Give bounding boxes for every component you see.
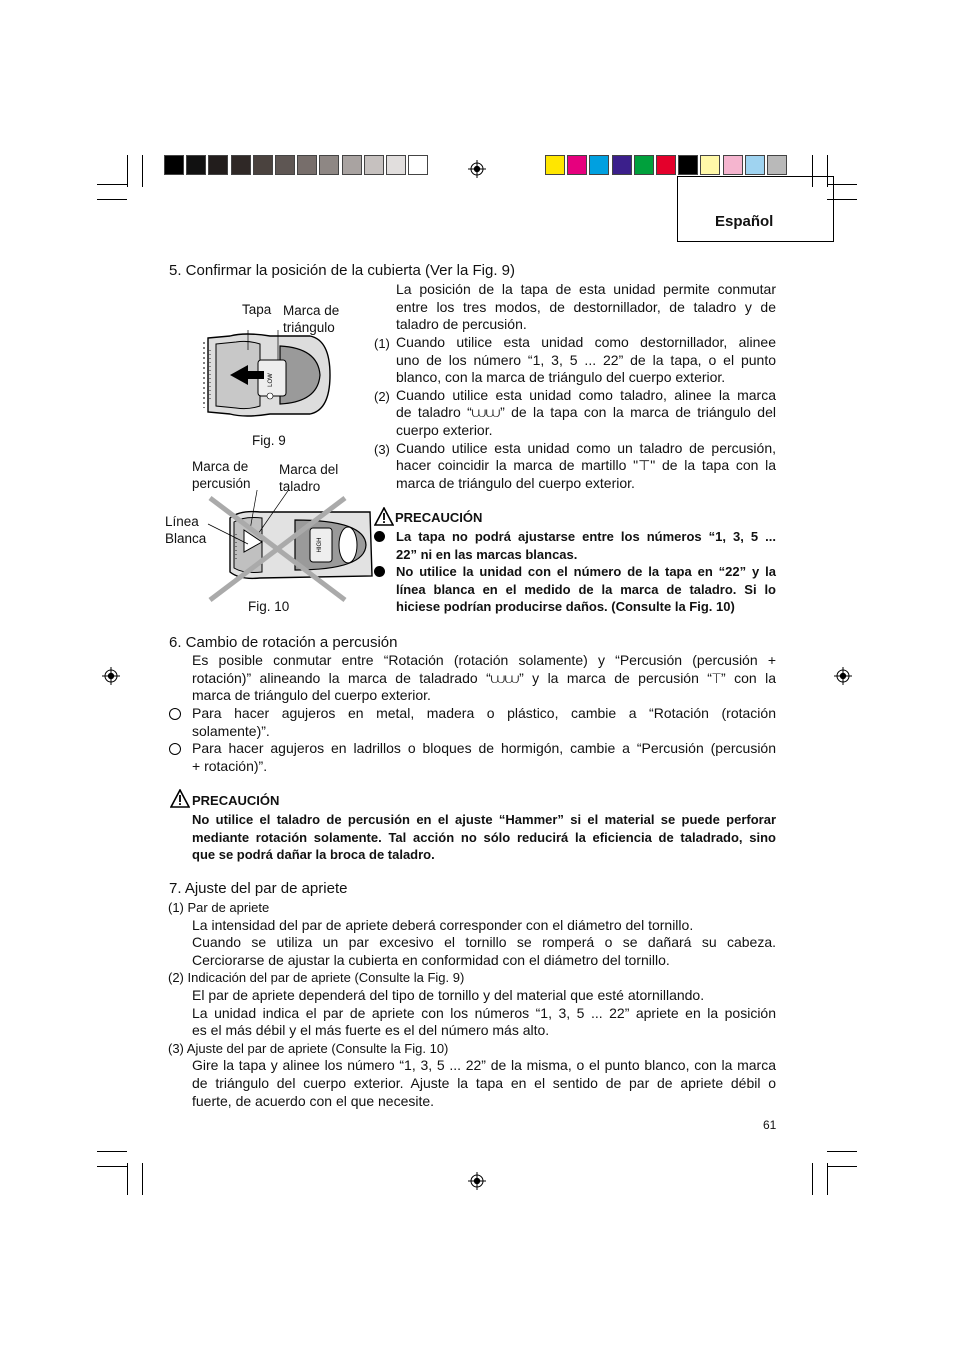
text-line: uno de los número “1, 3, 5 ... 22” de la tapa, o el punto bbox=[396, 351, 776, 368]
list-item bbox=[168, 899, 776, 969]
section-5-heading: 5. Confirmar la posición de la cubierta (Ver la Fig. 9) bbox=[169, 262, 515, 279]
registration-mark-icon bbox=[468, 160, 486, 178]
text-line: que se podrá dañar la broca de taladro. bbox=[192, 847, 435, 863]
fig10-label-percussion bbox=[192, 458, 251, 492]
color-swatch bbox=[164, 155, 184, 175]
text-line: rotación)” alineando la marca de taladrado “⩊⩊” y la marca de percusión “⊤” con la bbox=[192, 669, 776, 686]
registration-mark-icon bbox=[102, 667, 120, 685]
language-label: Español bbox=[715, 213, 774, 230]
text-line: solamente)”. bbox=[192, 722, 270, 739]
text-line: entre los tres modos, de destornillador, de taladro y de bbox=[396, 298, 776, 315]
color-swatch bbox=[700, 155, 720, 175]
text-line: Cuando utilice esta unidad como taladro, alinee la marca bbox=[396, 386, 776, 403]
color-swatch bbox=[319, 155, 339, 175]
item-number: (1) bbox=[374, 336, 390, 351]
item-number: (3) bbox=[374, 441, 390, 457]
text-line: Cerciorarse de ajustar la cubierta en conformidad con el diámetro del tornillo. bbox=[192, 951, 670, 968]
color-swatch bbox=[767, 155, 787, 175]
section-5-list bbox=[374, 334, 776, 492]
text-line: fuerte, de acuerdo con el que necesite. bbox=[192, 1092, 435, 1109]
page-number: 61 bbox=[763, 1118, 777, 1132]
fig9-caption: Fig. 9 bbox=[252, 433, 286, 448]
text-line: No utilice el taladro de percusión en el ajuste “Hammer” si el material se puede perforar bbox=[192, 812, 776, 827]
section-7-heading: 7. Ajuste del par de apriete bbox=[169, 880, 348, 897]
text-line: de taladro “⩊⩊” de la tapa con la marca de triángulo del bbox=[396, 404, 776, 421]
item-number: (1) bbox=[168, 900, 184, 915]
circle-bullet-icon bbox=[169, 708, 181, 720]
text-line: es el más débil y el más fuerte es el del número más alto. bbox=[192, 1022, 550, 1039]
color-swatch bbox=[253, 155, 273, 175]
color-swatch bbox=[589, 155, 609, 175]
fig10-drill-illustration bbox=[200, 490, 380, 605]
text-line: Para hacer agujeros en ladrillos o bloques de hormigón, cambie a “Percusión (percusión bbox=[192, 740, 776, 757]
text-line: Gire la tapa y alinee los número “1, 3, 5 ... 22” de la misma, o el punto blanco, con la marca bbox=[192, 1057, 776, 1074]
caution-title: PRECAUCIÓN bbox=[192, 793, 280, 808]
color-swatch bbox=[364, 155, 384, 175]
list-item bbox=[374, 387, 776, 440]
text-line: Marca de bbox=[283, 303, 340, 318]
text-line: Línea bbox=[165, 514, 199, 529]
list-item bbox=[168, 969, 776, 1039]
text-line: Para hacer agujeros en metal, madera o plástico, cambie a “Rotación (rotación bbox=[192, 705, 776, 721]
text-line: Marca de bbox=[192, 459, 249, 474]
list-item bbox=[374, 440, 776, 493]
color-swatch bbox=[275, 155, 295, 175]
color-swatch bbox=[656, 155, 676, 175]
text-line: marca de triángulo del cuerpo exterior. bbox=[192, 687, 431, 704]
color-swatch bbox=[297, 155, 317, 175]
color-swatch bbox=[678, 155, 698, 175]
circle-bullet-icon bbox=[169, 743, 181, 755]
text-line: línea blanca en el medido de la marca de taladro. Si lo bbox=[396, 581, 776, 597]
item-title: Ajuste del par de apriete (Consulte la Fig. 10) bbox=[186, 1040, 449, 1056]
text-line: percusión bbox=[192, 476, 251, 491]
text-line: Cuando se utiliza un par excesivo el tornillo se romperá o se dañará su cabeza. bbox=[192, 934, 776, 951]
color-swatch bbox=[567, 155, 587, 175]
text-line: Es posible conmutar entre “Rotación (rotación solamente) y “Percusión (percusión + bbox=[192, 652, 776, 668]
list-item bbox=[168, 740, 776, 775]
color-swatch bbox=[408, 155, 428, 175]
text-line: Marca del bbox=[279, 462, 339, 477]
section-5-intro bbox=[396, 281, 776, 334]
warning-triangle-icon bbox=[170, 789, 190, 808]
text-line: hiciese podrían producirse daños. (Consulte la Fig. 10) bbox=[396, 599, 735, 615]
color-swatch bbox=[545, 155, 565, 175]
section-6-bullets bbox=[168, 705, 776, 775]
section-7-list bbox=[168, 899, 776, 1110]
text-line: La intensidad del par de apriete deberá corresponder con el diámetro del tornillo. bbox=[192, 916, 694, 933]
color-swatch bbox=[342, 155, 362, 175]
section-6-heading: 6. Cambio de rotación a percusión bbox=[169, 634, 398, 651]
fig9-label-tapa: Tapa bbox=[242, 302, 272, 317]
caution-title: PRECAUCIÓN bbox=[395, 510, 483, 525]
text-line: marca de triángulo del cuerpo exterior. bbox=[396, 474, 635, 491]
text-line: hacer coincidir la marca de martillo "⊤" de la tapa con la bbox=[396, 457, 776, 474]
color-swatch bbox=[745, 155, 765, 175]
caution-item bbox=[374, 563, 776, 616]
color-swatch bbox=[634, 155, 654, 175]
text-line: Blanca bbox=[165, 531, 207, 546]
text-line: taladro bbox=[279, 479, 321, 494]
text-line: cuerpo exterior. bbox=[396, 421, 493, 438]
text-line: mediante rotación solamente. Tal acción no sólo reducirá la eficiencia de taladrado, sino bbox=[192, 829, 776, 845]
color-swatch bbox=[208, 155, 228, 175]
color-swatch bbox=[612, 155, 632, 175]
section-6-body bbox=[192, 652, 776, 705]
color-swatch bbox=[386, 155, 406, 175]
fig9-low-text: LOW bbox=[268, 373, 274, 387]
text-line: taladro de percusión. bbox=[396, 316, 527, 333]
text-line: El par de apriete dependerá del tipo de tornillo y del material que esté atornillando. bbox=[192, 986, 705, 1003]
text-line: triángulo bbox=[283, 320, 335, 335]
item-title: Par de apriete bbox=[187, 900, 270, 915]
text-line: La tapa no podrá ajustarse entre los números “1, 3, 5 ... bbox=[396, 529, 776, 544]
text-line: + rotación)”. bbox=[192, 757, 268, 774]
color-swatch bbox=[723, 155, 743, 175]
list-item bbox=[374, 334, 776, 387]
text-line: Cuando utilice esta unidad como un taladro de percusión, bbox=[396, 439, 776, 456]
fig9-drill-illustration bbox=[200, 330, 350, 420]
fig10-caption: Fig. 10 bbox=[248, 599, 290, 614]
text-line: La unidad indica el par de apriete con los números “1, 3, 5 ... 22” apriete en la posición bbox=[192, 1004, 776, 1021]
item-number: (2) bbox=[168, 970, 184, 986]
caution-list bbox=[374, 528, 776, 616]
item-title: Indicación del par de apriete (Consulte la Fig. 9) bbox=[187, 970, 465, 986]
text-line: La posición de la tapa de esta unidad permite conmutar bbox=[396, 281, 776, 297]
text-line: No utilice la unidad con el número de la tapa en “22” y la bbox=[396, 564, 776, 580]
caution-item bbox=[374, 528, 776, 563]
text-line: Cuando utilice esta unidad como destornillador, alinee bbox=[396, 334, 776, 350]
list-item bbox=[168, 705, 776, 740]
caution-text bbox=[192, 811, 776, 864]
fig10-high-text: HIGH bbox=[317, 537, 323, 553]
item-number: (2) bbox=[374, 388, 390, 404]
registration-mark-icon bbox=[468, 1172, 486, 1190]
color-swatch bbox=[186, 155, 206, 175]
list-item bbox=[168, 1040, 776, 1110]
registration-mark-icon bbox=[834, 667, 852, 685]
item-number: (3) bbox=[168, 1040, 184, 1056]
text-line: blanco, con la marca de triángulo del cuerpo exterior. bbox=[396, 369, 726, 386]
text-line: 22” ni en las marcas blancas. bbox=[396, 546, 578, 562]
language-tab bbox=[677, 176, 834, 242]
color-swatch bbox=[231, 155, 251, 175]
text-line: de triángulo del cuerpo exterior. Ajuste la tapa en el sentido de par de apriete débil o bbox=[192, 1074, 776, 1091]
